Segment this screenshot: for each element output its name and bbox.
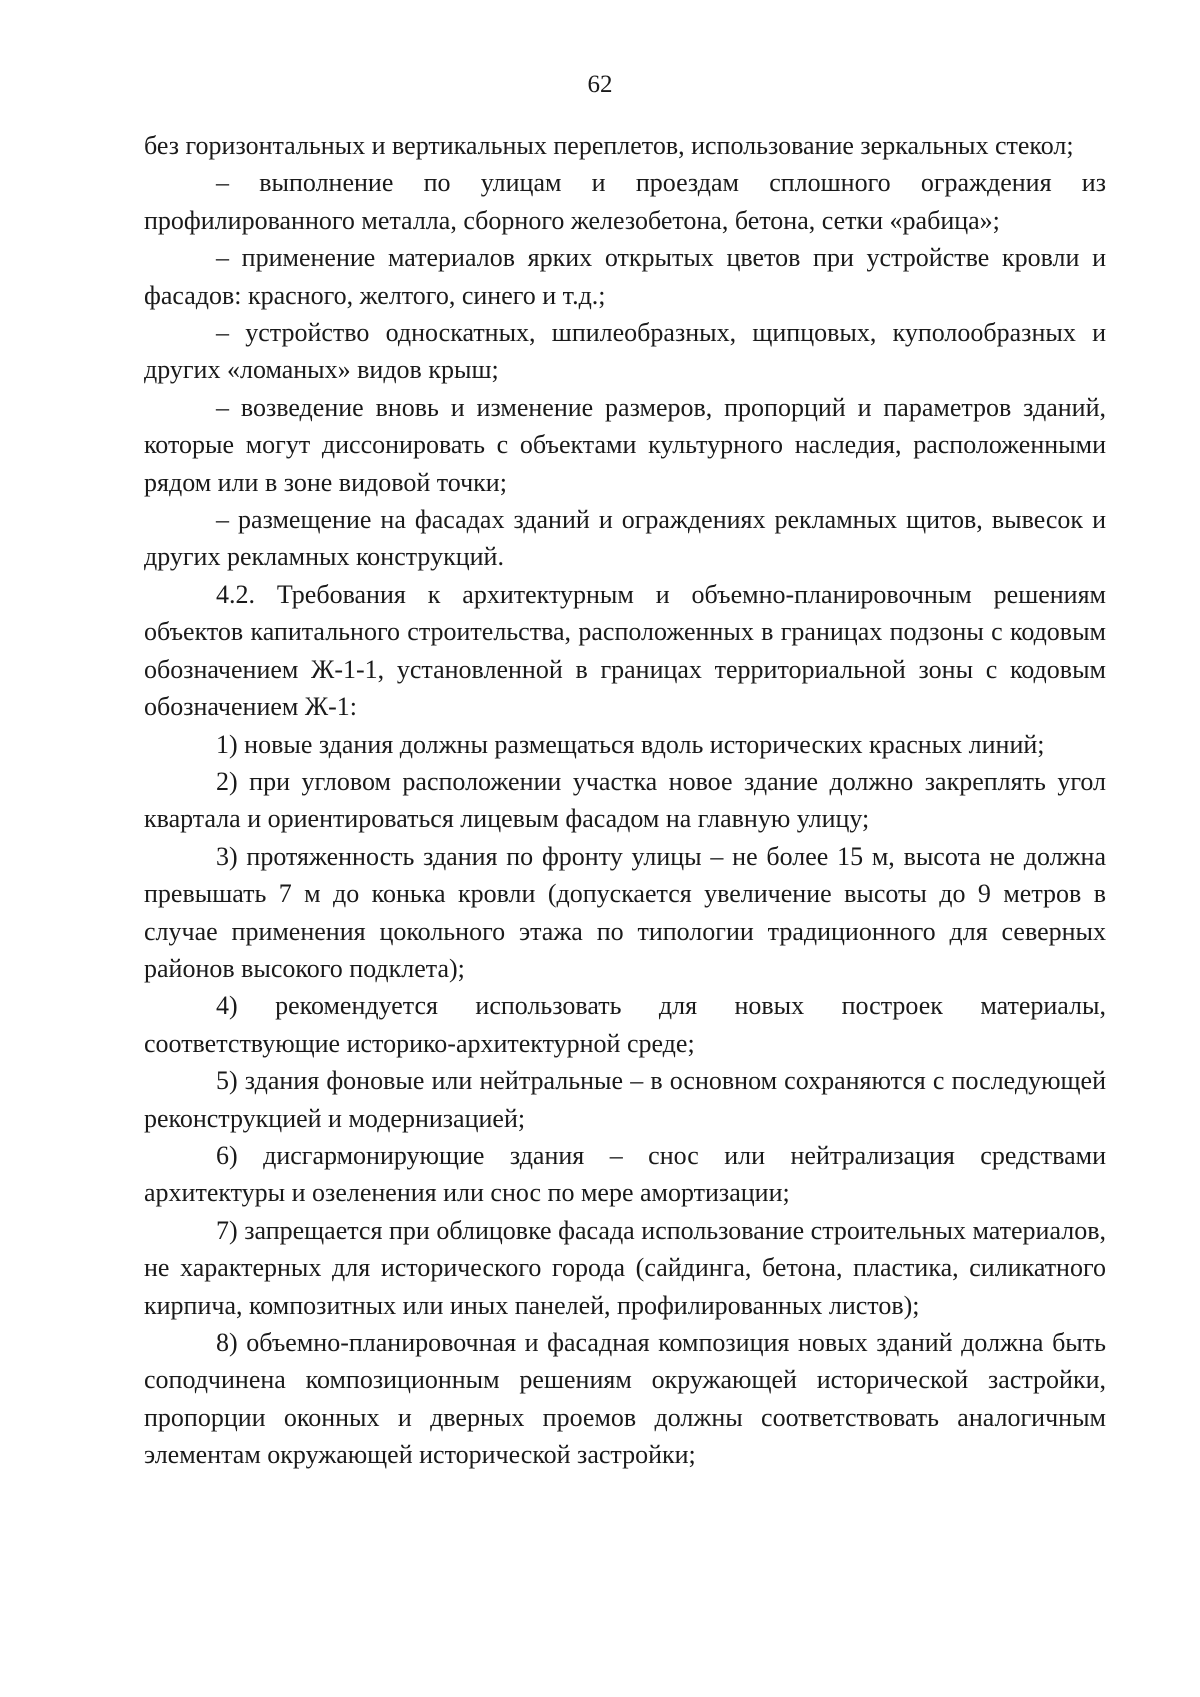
paragraph-section-4-2: 4.2. Требования к архитектурным и объемно-планировочным решениям объектов капитального строительства, расположенных в границах подзоны с кодовым обозначением Ж-1-1, установленной в границах территориальной зоны с кодовым обозначением Ж-1:	[144, 579, 1106, 722]
page-number: 62	[587, 71, 613, 98]
document-body	[144, 127, 1106, 1474]
paragraph-continuation: без горизонтальных и вертикальных переплетов, использование зеркальных стекол;	[144, 131, 1074, 160]
list-item-4: 4) рекомендуется использовать для новых построек материалы, соответствующие историко-архитектурной среде;	[144, 991, 1106, 1058]
paragraph-building-dimensions: – возведение вновь и изменение размеров, пропорций и параметров зданий, которые могут диссонировать с объектами культурного наследия, расположенными рядом или в зоне видовой точки;	[144, 392, 1106, 497]
list-item-1: 1) новые здания должны размещаться вдоль исторических красных линий;	[216, 729, 1045, 759]
paragraph-solid-fence: – выполнение по улицам и проездам сплошного ограждения из профилированного металла, сборного железобетона, бетона, сетки «рабица»;	[144, 168, 1106, 235]
list-item-8: 8) объемно-планировочная и фасадная композиция новых зданий должна быть соподчинена композиционным решениям окружающей исторической застройки, пропорции оконных и дверных проемов должны соответствовать аналогичным элементам окружающей исторической застройки;	[144, 1328, 1106, 1470]
paragraph-roof-types: – устройство односкатных, шпилеобразных, щипцовых, куполообразных и других «ломаных» видов крыш;	[144, 318, 1106, 385]
paragraph-advertising: – размещение на фасадах зданий и ограждениях рекламных щитов, вывесок и других рекламных конструкций.	[144, 505, 1106, 572]
list-item-3: 3) протяженность здания по фронту улицы – не более 15 м, высота не должна превышать 7 м до конька кровли (допускается увеличение высоты до 9 метров в случае применения цокольного этажа по типологии традиционного для северных районов высокого подклета);	[144, 841, 1106, 983]
list-item-6: 6) дисгармонирующие здания – снос или нейтрализация средствами архитектуры и озеленения или снос по мере амортизации;	[144, 1140, 1106, 1208]
list-item-5: 5) здания фоновые или нейтральные – в основном сохраняются с последующей реконструкцией и модернизацией;	[144, 1066, 1106, 1133]
list-item-7: 7) запрещается при облицовке фасада использование строительных материалов, не характерных для исторического города (сайдинга, бетона, пластика, силикатного кирпича, композитных или иных панелей, профилированных листов);	[144, 1215, 1106, 1320]
paragraph-bright-colors: – применение материалов ярких открытых цветов при устройстве кровли и фасадов: красного, желтого, синего и т.д.;	[144, 243, 1106, 310]
list-item-2: 2) при угловом расположении участка новое здание должно закреплять угол квартала и ориентироваться лицевым фасадом на главную улицу;	[144, 766, 1106, 834]
